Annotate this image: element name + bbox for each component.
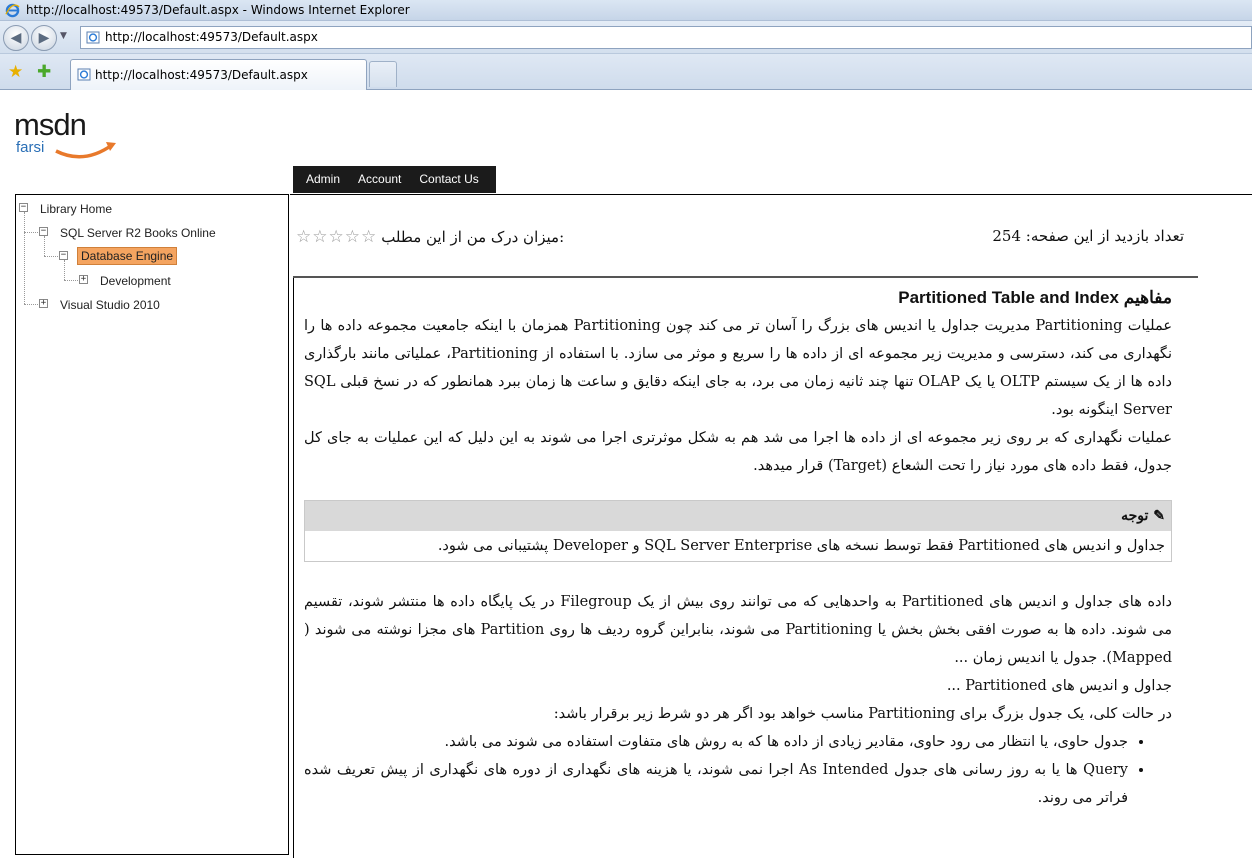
rating-stars-icon[interactable]: ☆☆☆☆☆: [296, 227, 378, 247]
library-tree-pane: [15, 195, 289, 855]
visit-counter: [992, 227, 1184, 245]
tree-connector: [24, 232, 38, 233]
tree-item-library-home[interactable]: Library Home: [40, 202, 113, 216]
collapse-database-engine-icon[interactable]: −: [60, 250, 67, 260]
logo-sub-text: farsi: [16, 139, 45, 156]
note-header: [305, 501, 1171, 531]
tree-connector: [24, 212, 25, 304]
logo-swoosh-icon: [54, 139, 118, 161]
note-edit-icon: ✎: [1153, 508, 1165, 524]
window-titlebar: [0, 0, 1252, 21]
note-box: [304, 500, 1172, 562]
note-title: توجه: [1121, 508, 1149, 524]
article-paragraph: جداول و اندیس های Partitioned ...: [946, 678, 1172, 694]
favorites-star-icon[interactable]: ★: [8, 62, 24, 82]
tab-bar: [0, 54, 1252, 90]
forward-button[interactable]: ▶: [31, 25, 57, 51]
article-paragraph: در حالت کلی، یک جدول بزرگ برای Partitioning مناسب خواهد بود اگر هر دو شرط زیر برقرار باشد:: [553, 706, 1172, 722]
tree-item-development[interactable]: Development: [100, 274, 171, 288]
page-icon: [86, 31, 100, 44]
visits-label: تعداد بازدید از این صفحه:: [1025, 227, 1184, 245]
header-divider: [290, 194, 1252, 195]
tree-item-visual-studio-2010[interactable]: Visual Studio 2010: [60, 298, 160, 312]
tree-connector: [24, 304, 38, 305]
address-bar[interactable]: [80, 26, 1252, 49]
article: [304, 284, 1172, 812]
tree-connector: [44, 256, 58, 257]
back-button[interactable]: ◀: [3, 25, 29, 51]
logo-main-text: msdn: [14, 107, 86, 142]
address-toolbar: [0, 21, 1252, 54]
tree-connector: [64, 260, 65, 280]
top-menu: [293, 166, 496, 193]
visits-count: 254: [992, 227, 1022, 245]
msdn-farsi-logo[interactable]: [14, 107, 124, 161]
tab-title: http://localhost:49573/Default.aspx: [95, 68, 308, 82]
note-body: جداول و اندیس های Partitioned فقط توسط نسخه های SQL Server Enterprise و Developer پشتیبانی می شود.: [305, 531, 1171, 561]
article-paragraph: عملیات Partitioning مدیریت جداول یا اندیس های بزرگ را آسان تر می کند چون Partitioning همزمان با اینکه جامعیت مجموعه داده ها را نگهداری می کند، دسترسی و مدیریت زیر مجموعه ای از داده ها را سریع و موثر می سازد. با استفاده از Partitioning، عملیاتی مانند بارگذاری داده ها از یک سیستم OLTP یا یک OLAP تنها چند ثانیه زمان می برد، به جای اینکه دقایق و ساعت ها زمان ببرد همانطور که در نسخ قبلی SQL Server اینگونه بود.: [304, 318, 1173, 418]
add-favorite-icon[interactable]: ✚: [37, 62, 52, 82]
history-dropdown-icon[interactable]: ▼: [60, 31, 67, 41]
article-bullet-list: [304, 728, 1172, 812]
address-url: http://localhost:49573/Default.aspx: [105, 30, 318, 44]
list-item: • Query ها یا به روز رسانی های جدول As Intended اجرا نمی شوند، یا هزینه های نگهداری از دوره های نگهداری از پیش تعریف شده فراتر می روند.: [304, 756, 1128, 812]
article-paragraph: داده های جداول و اندیس های Partitioned به واحدهایی که می توانند روی بیش از یک Filegroup در یک پایگاه داده ها منتشر شوند، تقسیم می شوند. داده ها به صورت افقی بخش بخش یا Partitioning می شوند، بنابراین گروه ردیف ها روی Partition های مجزا نوشته می شوند ( Mapped). جدول یا اندیس زمان ...: [304, 594, 1172, 666]
article-paragraph: عملیات نگهداری که بر روی زیر مجموعه ای از داده ها اجرا می شد هم به شکل موثرتری اجرا می شوند به این دلیل که این عملیات به جای کل جدول، فقط داده های مورد نیاز را تحت الشعاع (Target) قرار میدهد.: [304, 430, 1172, 474]
list-item: • جدول حاوی، یا انتظار می رود حاوی، مقادیر زیادی از داده ها که به روش های متفاوت استفاده می شوند می باشد.: [304, 728, 1128, 756]
menu-account[interactable]: Account: [358, 172, 402, 186]
rating-widget: [296, 227, 564, 247]
active-tab[interactable]: [70, 59, 367, 90]
expand-visual-studio-icon[interactable]: +: [40, 298, 47, 308]
collapse-sql-books-icon[interactable]: −: [40, 226, 47, 236]
article-title: مفاهیم Partitioned Table and Index: [898, 288, 1172, 307]
article-pane: [293, 278, 1198, 858]
collapse-library-home-icon[interactable]: −: [20, 202, 27, 212]
menu-admin[interactable]: Admin: [306, 172, 341, 186]
tree-item-sql-books-online[interactable]: SQL Server R2 Books Online: [60, 226, 216, 240]
new-tab-button[interactable]: [369, 61, 397, 87]
tree-connector: [64, 280, 78, 281]
tree-item-database-engine[interactable]: Database Engine: [77, 247, 177, 265]
internet-explorer-icon: [5, 3, 20, 18]
rating-label: میزان درک من از این مطلب:: [381, 228, 565, 246]
page-icon: [77, 68, 91, 81]
expand-development-icon[interactable]: +: [80, 274, 87, 284]
window-title: http://localhost:49573/Default.aspx - Windows Internet Explorer: [26, 3, 410, 17]
web-page: [0, 91, 1252, 847]
tree-connector: [44, 236, 45, 256]
menu-contact-us[interactable]: Contact Us: [419, 172, 479, 186]
